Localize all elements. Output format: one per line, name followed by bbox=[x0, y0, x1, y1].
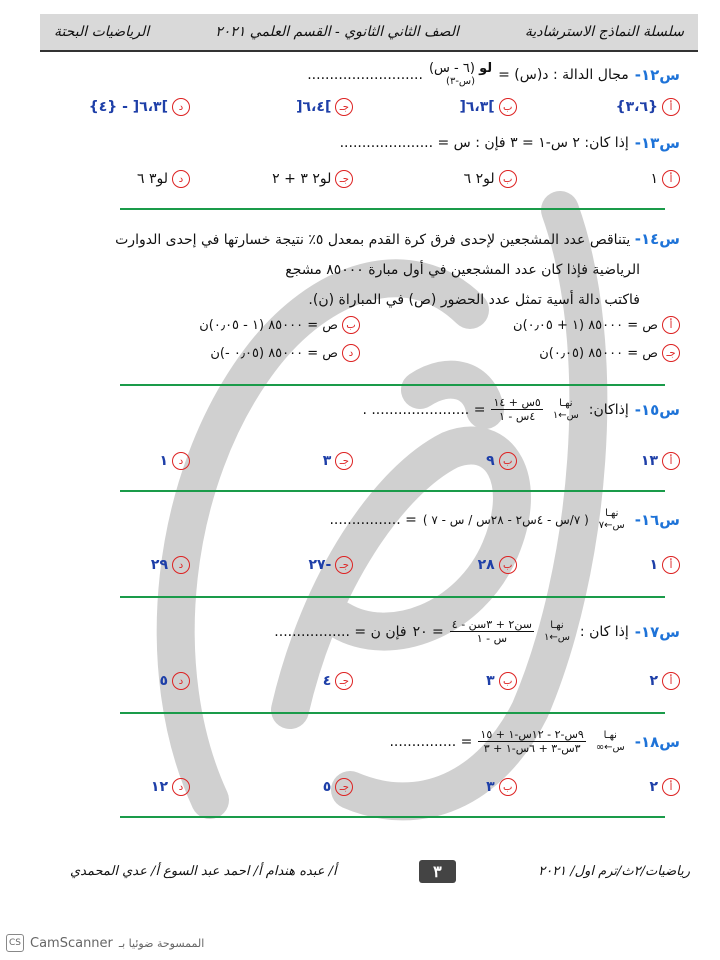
limit-label: نهـا bbox=[605, 508, 619, 519]
question-text: إذا كان : bbox=[579, 623, 629, 640]
limit-symbol bbox=[599, 508, 625, 532]
option-b[interactable] bbox=[40, 316, 360, 334]
limit-symbol bbox=[553, 398, 579, 422]
camscanner-icon: CS bbox=[6, 934, 24, 952]
log-symbol: لو bbox=[479, 61, 493, 76]
numerator: ٥س + ١٤ bbox=[493, 396, 541, 409]
option-b[interactable] bbox=[367, 452, 517, 470]
course-info: رياضيات/٢ث/ترم اول/ ٢٠٢١ bbox=[538, 864, 690, 879]
option-letter: أ bbox=[662, 98, 680, 116]
limit-approach: س←∞ bbox=[595, 741, 625, 753]
option-letter: أ bbox=[662, 778, 680, 796]
option-value: ٢٩ bbox=[150, 557, 169, 573]
option-value: ]٦،٣[ bbox=[459, 99, 495, 115]
divider bbox=[120, 208, 665, 210]
question-number: س١٨- bbox=[634, 732, 680, 751]
question-line-1: يتناقص عدد المشجعين لإحدى فرق كرة القدم بمعدل ٥٪ نتيجة خسارتها في إحدى الدوارت bbox=[115, 232, 631, 248]
option-value: ]٦،٤[ bbox=[296, 99, 332, 115]
divider bbox=[120, 490, 665, 492]
option-letter: أ bbox=[662, 170, 680, 188]
question-text: إذا كان: ٢ س-١ = ٣ فإن : س = ..................... bbox=[339, 135, 629, 151]
option-letter: ب bbox=[499, 98, 517, 116]
option-b[interactable] bbox=[367, 778, 517, 796]
option-value: ٥ bbox=[159, 673, 169, 689]
option-letter: ب bbox=[499, 452, 517, 470]
option-a[interactable] bbox=[530, 452, 680, 470]
option-letter: د bbox=[172, 170, 190, 188]
option-b[interactable] bbox=[367, 98, 517, 116]
log-base: (س-٣) bbox=[446, 76, 476, 87]
denominator: ٤س - ١ bbox=[499, 410, 536, 423]
option-value: ٢٨ bbox=[477, 557, 495, 573]
numerator: سن٢ + ٣سن - ٤ bbox=[451, 618, 532, 631]
option-value: ١ bbox=[650, 171, 658, 187]
option-value: ص = ٨٥٠٠٠ (٠٫٠٥)ن bbox=[539, 345, 658, 361]
option-value: ]٦،٣[ - {٤} bbox=[88, 99, 169, 115]
option-letter: ب bbox=[499, 672, 517, 690]
grade-title: الصف الثاني الثانوي - القسم العلمي ٢٠٢١ bbox=[215, 24, 459, 40]
q15-options bbox=[40, 452, 680, 470]
option-value: لو٢ ٦ bbox=[463, 171, 495, 187]
option-value: ١ bbox=[159, 453, 169, 469]
subject-title: الرياضيات البحتة bbox=[54, 24, 150, 40]
divider bbox=[120, 816, 665, 818]
question-number: س١٢- bbox=[634, 66, 680, 84]
option-letter: جـ bbox=[335, 98, 353, 116]
option-value: ٤ bbox=[322, 673, 332, 689]
question-12 bbox=[40, 62, 680, 88]
option-letter: جـ bbox=[662, 344, 680, 362]
option-a[interactable] bbox=[530, 98, 680, 116]
answer-blank: = ...................... . bbox=[362, 401, 486, 418]
limit-label: نهـا bbox=[550, 619, 564, 631]
option-letter: أ bbox=[662, 672, 680, 690]
option-letter: جـ bbox=[335, 452, 353, 470]
numerator: ٩س-٢ - ١٢س-١ + ١٥ bbox=[480, 728, 584, 741]
option-letter: د bbox=[172, 556, 190, 574]
limit-label: نهـا bbox=[603, 729, 617, 741]
option-d[interactable] bbox=[40, 672, 190, 690]
option-letter: ب bbox=[499, 778, 517, 796]
option-c[interactable] bbox=[203, 452, 353, 470]
option-value: لو٣ ٦ bbox=[137, 171, 169, 187]
option-d[interactable] bbox=[40, 556, 190, 574]
option-letter: أ bbox=[662, 556, 680, 574]
log-argument: (٦ - س) bbox=[428, 61, 475, 76]
question-14 bbox=[40, 224, 680, 315]
page-footer bbox=[70, 860, 690, 883]
option-letter: د bbox=[172, 98, 190, 116]
option-letter: ب bbox=[499, 556, 517, 574]
option-value: ٢ bbox=[649, 673, 658, 689]
option-letter: د bbox=[172, 672, 190, 690]
question-16 bbox=[40, 508, 680, 532]
option-a[interactable] bbox=[530, 672, 680, 690]
answer-blank: = ................ bbox=[329, 512, 417, 528]
page-header bbox=[40, 14, 698, 52]
option-c[interactable] bbox=[203, 672, 353, 690]
authors: أ/ عبده هندام أ/ احمد عبد السوع أ/ عدي المحمدي bbox=[70, 864, 337, 879]
option-letter: ب bbox=[499, 170, 517, 188]
question-number: س١٣- bbox=[634, 134, 680, 152]
option-letter: جـ bbox=[335, 556, 353, 574]
option-value: ص = ٨٥٠٠٠ (٠٫٠٥ -)ن bbox=[210, 345, 338, 361]
question-line-3: فاكتب دالة أسية تمثل عدد الحضور (ص) في المباراة (ن). bbox=[308, 292, 640, 308]
option-letter: د bbox=[172, 452, 190, 470]
option-letter: جـ bbox=[335, 778, 353, 796]
question-18 bbox=[40, 728, 680, 755]
option-d[interactable] bbox=[40, 344, 360, 362]
q16-options bbox=[40, 556, 680, 574]
option-d[interactable] bbox=[40, 452, 190, 470]
page-number: ٣ bbox=[419, 860, 456, 883]
divider bbox=[120, 712, 665, 714]
option-c[interactable] bbox=[203, 556, 353, 574]
option-letter: د bbox=[342, 344, 360, 362]
option-a[interactable] bbox=[530, 170, 680, 188]
answer-blank: .......................... bbox=[307, 67, 423, 83]
option-c[interactable] bbox=[203, 170, 353, 188]
limit-approach: س←١ bbox=[552, 409, 579, 421]
option-b[interactable] bbox=[367, 170, 517, 188]
limit-symbol bbox=[596, 730, 625, 754]
option-d[interactable] bbox=[40, 98, 190, 116]
option-value: ٣ bbox=[322, 453, 332, 469]
question-line-2: الرياضية فإذا كان عدد المشجعين في أول مبارة ٨٥٠٠٠ مشجع bbox=[285, 262, 640, 278]
option-c[interactable] bbox=[203, 778, 353, 796]
q18-options bbox=[40, 778, 680, 796]
question-15 bbox=[40, 396, 680, 423]
option-value: ١ bbox=[649, 557, 658, 573]
option-letter: جـ bbox=[335, 170, 353, 188]
q12-options bbox=[40, 98, 680, 116]
denominator: ٣س-٣ + ٦س-١ + ٣ bbox=[483, 742, 581, 755]
option-value: ص = ٨٥٠٠٠ (١ - ٠٫٠٥)ن bbox=[199, 317, 338, 333]
q17-options bbox=[40, 672, 680, 690]
limit-label: نهـا bbox=[559, 397, 573, 409]
limit-approach: س←٧ bbox=[598, 520, 625, 531]
option-letter: ب bbox=[342, 316, 360, 334]
option-value: -٢٧ bbox=[308, 557, 332, 573]
option-value: لو٢ ٣ + ٢ bbox=[272, 171, 332, 187]
option-d[interactable] bbox=[40, 778, 190, 796]
question-text: مجال الدالة : د(س) = bbox=[498, 67, 629, 83]
question-number: س١٦- bbox=[634, 511, 680, 529]
question-number: س١٧- bbox=[634, 622, 680, 641]
option-value: ص = ٨٥٠٠٠ (١ + ٠٫٠٥)ن bbox=[513, 317, 658, 333]
fraction bbox=[450, 618, 534, 645]
limit-approach: س←١ bbox=[543, 631, 570, 643]
option-letter: أ bbox=[662, 452, 680, 470]
option-d[interactable] bbox=[40, 170, 190, 188]
scanner-note: الممسوحة ضوئيا بـ bbox=[118, 936, 205, 950]
option-c[interactable] bbox=[360, 344, 680, 362]
equals-value: = ٢٠ bbox=[412, 623, 444, 640]
option-letter: جـ bbox=[335, 672, 353, 690]
option-value: {٣،٦} bbox=[615, 99, 658, 115]
question-17 bbox=[40, 618, 680, 645]
option-letter: أ bbox=[662, 316, 680, 334]
question-number: س١٤- bbox=[634, 230, 680, 248]
expression: ( ٧/س - ٤س٢ - ٢٨س / س - ٧ ) bbox=[422, 513, 589, 527]
scanner-brand: CamScanner bbox=[30, 935, 113, 951]
answer-blank: = ............... bbox=[389, 733, 473, 750]
option-a[interactable] bbox=[530, 556, 680, 574]
scanner-watermark bbox=[6, 934, 204, 952]
fraction bbox=[491, 396, 542, 423]
question-13 bbox=[40, 134, 680, 152]
denominator: س - ١ bbox=[476, 632, 508, 645]
divider bbox=[120, 384, 665, 386]
divider bbox=[120, 596, 665, 598]
question-text: إذاكان: bbox=[588, 401, 629, 418]
option-letter: د bbox=[172, 778, 190, 796]
limit-symbol bbox=[544, 620, 570, 644]
option-a[interactable] bbox=[530, 778, 680, 796]
question-number: س١٥- bbox=[634, 400, 680, 419]
answer-blank: فإن ن = ................. bbox=[274, 623, 407, 640]
option-value: ١٢ bbox=[150, 779, 169, 795]
series-title: سلسلة النماذج الاسترشادية bbox=[524, 24, 684, 40]
option-b[interactable] bbox=[367, 672, 517, 690]
q13-options bbox=[40, 170, 680, 188]
option-value: ٣ bbox=[486, 673, 495, 689]
log-expression bbox=[429, 62, 492, 88]
option-a[interactable] bbox=[360, 316, 680, 334]
q14-options bbox=[40, 316, 680, 362]
option-value: ١٣ bbox=[640, 453, 658, 469]
option-value: ٢ bbox=[649, 779, 658, 795]
option-b[interactable] bbox=[367, 556, 517, 574]
option-value: ٩ bbox=[486, 453, 495, 469]
fraction bbox=[478, 728, 585, 755]
option-value: ٣ bbox=[486, 779, 495, 795]
option-value: ٥ bbox=[322, 779, 332, 795]
option-c[interactable] bbox=[203, 98, 353, 116]
